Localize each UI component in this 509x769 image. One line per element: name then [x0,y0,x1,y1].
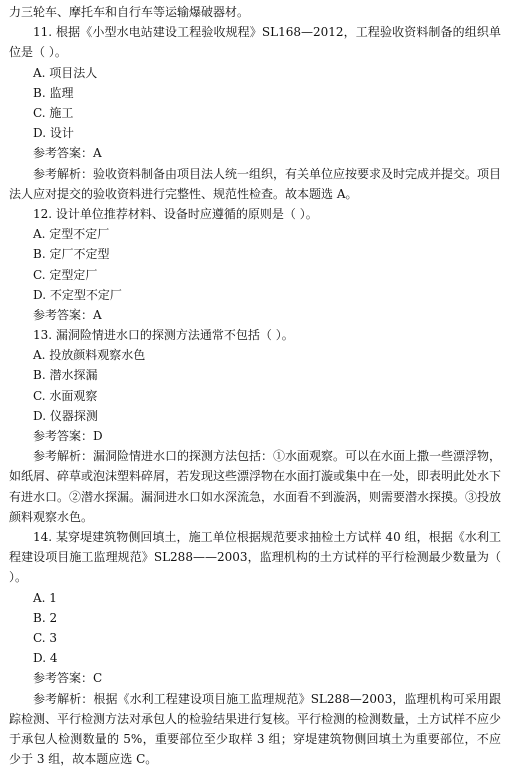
question-13-answer: 参考答案：D [33,429,103,444]
question-13-stem: 13. 漏洞险情进水口的探测方法通常不包括（ ）。 [33,328,294,343]
document-page [9,2,501,769]
question-13-option-d: D. 仪器探测 [33,408,98,423]
question-13-option-b: B. 潜水探漏 [33,368,98,383]
question-11-answer: 参考答案：A [33,146,102,161]
question-14-option-d: D. 4 [33,651,58,666]
question-11-stem: 11. 根据《小型水电站建设工程验收规程》SL168—2012，工程验收资料制备的组织单位是（ ）。 [9,25,501,60]
question-12-answer: 参考答案：A [33,307,102,322]
question-11-option-c: C. 施工 [33,105,74,120]
question-12-option-b: B. 定厂不定型 [33,247,110,262]
question-14-answer: 参考答案：C [33,671,103,686]
question-11-option-b: B. 监理 [33,85,74,100]
question-11-option-a: A. 项目法人 [33,65,98,80]
question-11-analysis: 参考解析：验收资料制备由项目法人统一组织，有关单位应按要求及时完成并提交。项目法人应对提交的验收资料进行完整性、规范性检查。故本题选 A。 [9,166,502,201]
question-13-option-c: C. 水面观察 [33,388,98,403]
question-12-option-d: D. 不定型不定厂 [33,287,122,302]
question-14-analysis: 参考解析：根据《水利工程建设项目施工监理规范》SL288—2003，监理机构可采用跟踪检测、平行检测方法对承包人的检验结果进行复核。平行检测的检测数量，土方试样不应少于承包人检测数量的 5%，重要部位至少取样 3 组；穿堤建筑物侧回填土为重要部位，不应少于 3 组，故本题应选 C。 [9,691,502,767]
question-14-option-c: C. 3 [33,631,58,646]
question-12-option-c: C. 定型定厂 [33,267,98,282]
question-13-analysis: 参考解析：漏洞险情进水口的探测方法包括：①水面观察。可以在水面上撒一些漂浮物，如纸屑、碎草或泡沫塑料碎屑，若发现这些漂浮物在水面打漩或集中在一处，即表明此处水下有进水口。②潜水探漏。漏洞进水口如水深流急，水面看不到漩涡，则需要潜水探摸。③投放颜料观察水色。 [9,449,502,524]
question-12-option-a: A. 定型不定厂 [33,227,110,242]
question-11-option-d: D. 设计 [33,126,74,141]
intro-line: 力三轮车、摩托车和自行车等运输爆破器材。 [9,5,250,19]
question-14-option-b: B. 2 [33,610,58,625]
question-14-option-a: A. 1 [33,590,57,605]
question-12-stem: 12. 设计单位推荐材料、设备时应遵循的原则是（ ）。 [33,206,318,221]
question-13-option-a: A. 投放颜料观察水色 [33,348,146,363]
question-14-stem: 14. 某穿堤建筑物侧回填土，施工单位根据规范要求抽检土方试样 40 组，根据《水利工程建设项目施工监理规范》SL288——2003，监理机构的土方试样的平行检测最少数量为（ ）。 [9,530,501,585]
